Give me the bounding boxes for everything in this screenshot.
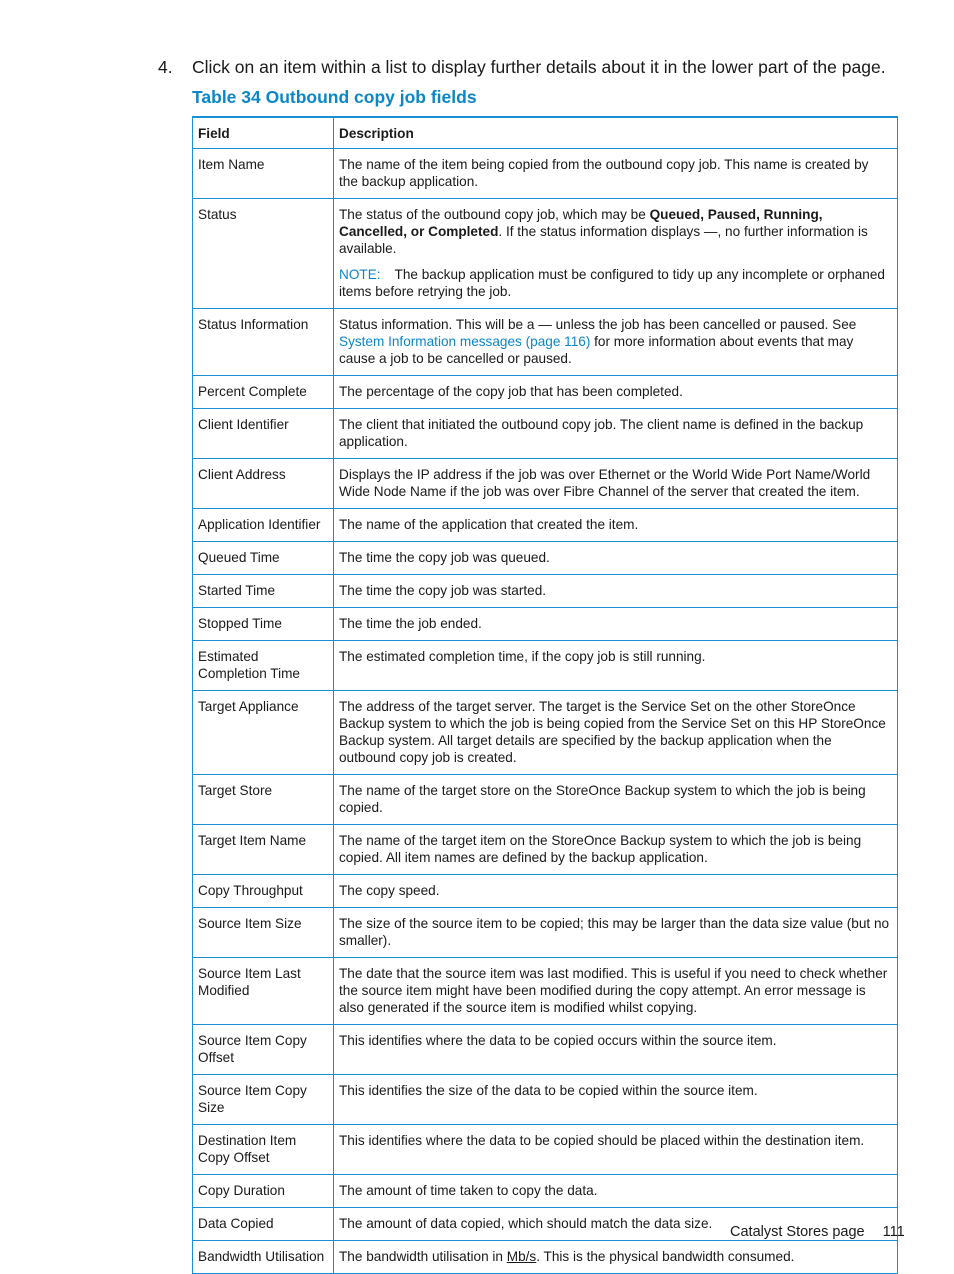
table-row xyxy=(193,1125,898,1175)
step-instruction xyxy=(158,56,918,78)
table-row xyxy=(193,509,898,542)
table-row xyxy=(193,309,898,376)
table-row xyxy=(193,542,898,575)
description-cell: The date that the source item was last modified. This is useful if you need to check whether the source item might have been modified during the copy attempt. An error message is also generated if the source item is modified whilst copying. xyxy=(334,958,898,1025)
description-cell: The client that initiated the outbound copy job. The client name is defined in the backup application. xyxy=(334,409,898,459)
field-cell: Source Item Copy Offset xyxy=(193,1025,334,1075)
description-cell: The estimated completion time, if the copy job is still running. xyxy=(334,641,898,691)
field-cell: Bandwidth Utilisation xyxy=(193,1241,334,1274)
field-cell: Status Information xyxy=(193,309,334,376)
table-row xyxy=(193,1075,898,1125)
description-cell: The percentage of the copy job that has been completed. xyxy=(334,376,898,409)
table-row xyxy=(193,409,898,459)
field-cell: Queued Time xyxy=(193,542,334,575)
description-cell xyxy=(334,199,898,309)
cross-reference-link[interactable]: System Information messages (page 116) xyxy=(339,334,591,349)
footer-section-title: Catalyst Stores page xyxy=(730,1224,865,1240)
outbound-copy-job-fields-table xyxy=(192,116,898,1274)
description-cell: This identifies where the data to be copied occurs within the source item. xyxy=(334,1025,898,1075)
note-label: NOTE: xyxy=(339,267,381,282)
field-cell: Client Identifier xyxy=(193,409,334,459)
table-row xyxy=(193,608,898,641)
note xyxy=(339,266,891,300)
field-cell: Copy Throughput xyxy=(193,875,334,908)
column-header-field: Field xyxy=(193,117,334,149)
table-row xyxy=(193,1025,898,1075)
table-row xyxy=(193,875,898,908)
table-row xyxy=(193,459,898,509)
page-number: 111 xyxy=(882,1224,905,1240)
step-text: Click on an item within a list to display further details about it in the lower part of the page. xyxy=(192,57,886,77)
field-cell: Status xyxy=(193,199,334,309)
field-cell: Application Identifier xyxy=(193,509,334,542)
field-cell: Source Item Last Modified xyxy=(193,958,334,1025)
table-row xyxy=(193,1175,898,1208)
description-cell: The amount of data copied, which should match the data size. xyxy=(334,1208,898,1241)
description-cell: The time the copy job was queued. xyxy=(334,542,898,575)
description-cell: This identifies where the data to be copied should be placed within the destination item. xyxy=(334,1125,898,1175)
table-row xyxy=(193,908,898,958)
description-cell: The name of the application that created the item. xyxy=(334,509,898,542)
table-row xyxy=(193,376,898,409)
table-caption: Table 34 Outbound copy job fields xyxy=(192,87,477,107)
description-cell: The name of the target item on the StoreOnce Backup system to which the job is being copied. All item names are defined by the backup application. xyxy=(334,825,898,875)
table-row xyxy=(193,958,898,1025)
table-row xyxy=(193,775,898,825)
status-values: Queued, Paused, Running, Cancelled, or Completed xyxy=(339,207,823,239)
description-cell: Displays the IP address if the job was over Ethernet or the World Wide Port Name/World Wide Node Name if the job was over Fibre Channel of the server that created the item. xyxy=(334,459,898,509)
field-cell: Estimated Completion Time xyxy=(193,641,334,691)
table-row xyxy=(193,691,898,775)
field-cell: Target Item Name xyxy=(193,825,334,875)
page-footer xyxy=(730,1224,905,1241)
table-row xyxy=(193,575,898,608)
description-cell: The time the job ended. xyxy=(334,608,898,641)
table-header-row xyxy=(193,117,898,149)
description-cell: The size of the source item to be copied; this may be larger than the data size value (but no smaller). xyxy=(334,908,898,958)
status-description: The status of the outbound copy job, which may be Queued, Paused, Running, Cancelled, or Completed. If the status information displays —, no further information is available. xyxy=(339,207,868,256)
description-cell: The bandwidth utilisation in Mb/s. This is the physical bandwidth consumed. xyxy=(334,1241,898,1274)
table-row xyxy=(193,641,898,691)
table-row xyxy=(193,1241,898,1274)
field-cell: Destination Item Copy Offset xyxy=(193,1125,334,1175)
field-cell: Client Address xyxy=(193,459,334,509)
table-row xyxy=(193,199,898,309)
description-cell: The address of the target server. The target is the Service Set on the other StoreOnce Backup system to which the job is being copied from the Service Set on this HP StoreOnce Backup system. All target details are specified by the backup application when the outbound copy job is created. xyxy=(334,691,898,775)
field-cell: Copy Duration xyxy=(193,1175,334,1208)
field-cell: Started Time xyxy=(193,575,334,608)
description-cell: The time the copy job was started. xyxy=(334,575,898,608)
field-cell: Target Appliance xyxy=(193,691,334,775)
field-cell: Item Name xyxy=(193,149,334,199)
description-cell: The name of the target store on the StoreOnce Backup system to which the job is being copied. xyxy=(334,775,898,825)
description-cell: This identifies the size of the data to be copied within the source item. xyxy=(334,1075,898,1125)
field-cell: Target Store xyxy=(193,775,334,825)
table-row xyxy=(193,825,898,875)
field-cell: Source Item Size xyxy=(193,908,334,958)
note-text: The backup application must be configured to tidy up any incomplete or orphaned items before retrying the job. xyxy=(339,267,885,299)
field-cell: Stopped Time xyxy=(193,608,334,641)
table-row xyxy=(193,149,898,199)
description-cell: The amount of time taken to copy the data. xyxy=(334,1175,898,1208)
field-cell: Percent Complete xyxy=(193,376,334,409)
field-cell: Source Item Copy Size xyxy=(193,1075,334,1125)
unit-abbreviation: Mb/s xyxy=(506,1249,537,1264)
description-cell: The copy speed. xyxy=(334,875,898,908)
description-cell: The name of the item being copied from the outbound copy job. This name is created by the backup application. xyxy=(334,149,898,199)
description-cell: Status information. This will be a — unless the job has been cancelled or paused. See System Information messages (page 116) for more information about events that may cause a job to be cancelled or paused. xyxy=(334,309,898,376)
step-number: 4. xyxy=(158,57,173,77)
column-header-description: Description xyxy=(334,117,898,149)
field-cell: Data Copied xyxy=(193,1208,334,1241)
